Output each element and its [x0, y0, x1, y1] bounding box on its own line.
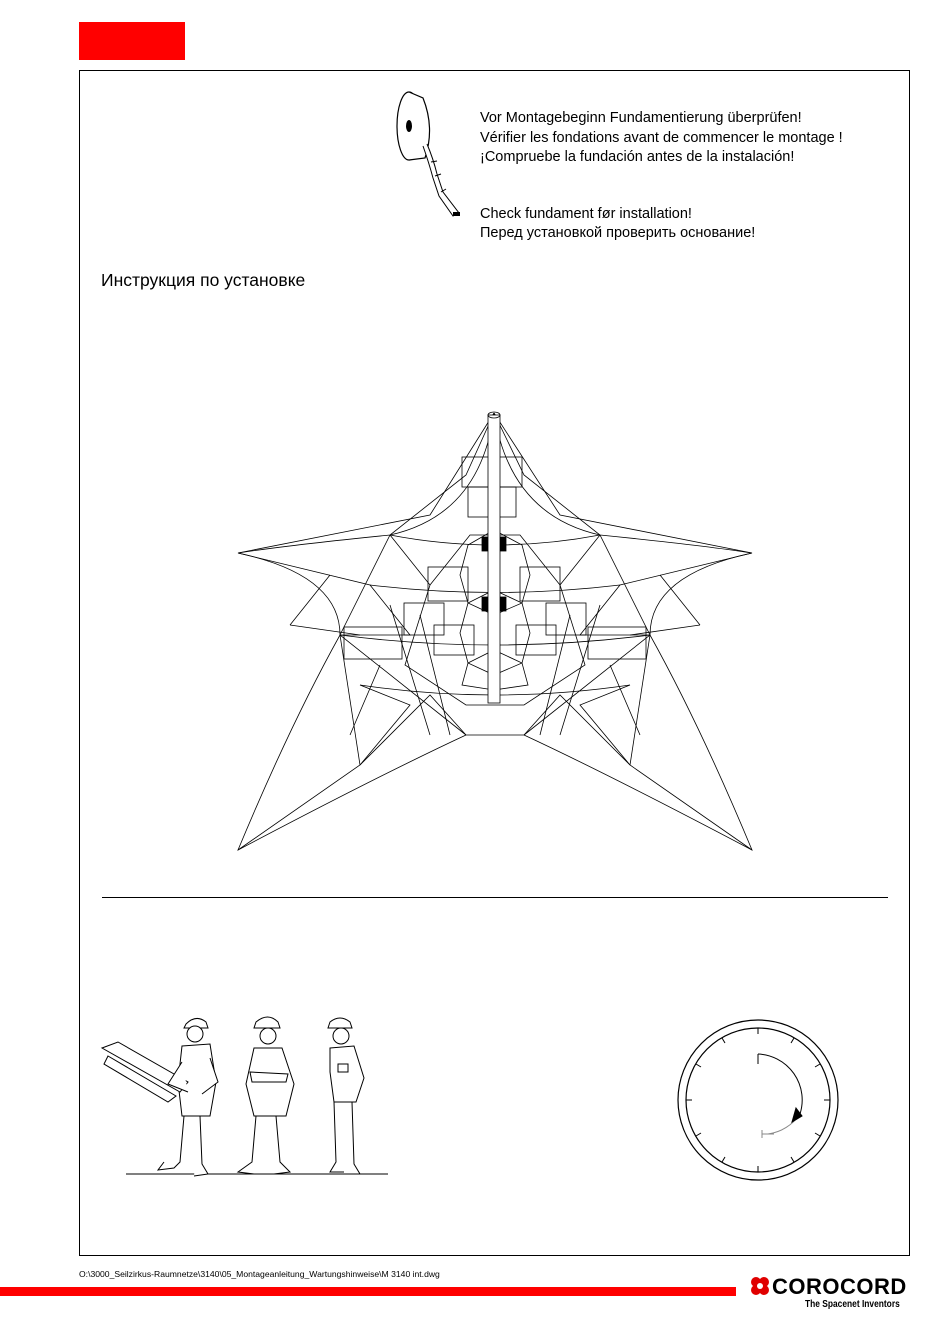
foundation-check-notes — [480, 109, 843, 244]
clock-icon — [676, 1018, 840, 1182]
note-line-da: Check fundament før installation! — [480, 205, 692, 222]
construction-workers-illustration — [98, 1012, 390, 1182]
worker-with-plans — [102, 1018, 218, 1176]
corocord-logo-icon — [750, 1276, 772, 1296]
net-center-frame — [344, 412, 646, 703]
brand-tagline: The Spacenet Inventors — [805, 1298, 900, 1310]
note-line-es: ¡Compruebe la fundación antes de la instalación! — [480, 149, 795, 165]
brand-name: COROCORD — [772, 1274, 907, 1299]
rope-net-star-drawing — [230, 405, 760, 855]
worker-arms-crossed — [238, 1017, 294, 1174]
section-divider — [102, 897, 888, 898]
worker-standing — [328, 1018, 364, 1174]
note-line-ru: Перед установкой проверить основание! — [480, 225, 756, 241]
file-path: O:\3000_Seilzirkus-Raumnetze\3140\05_Montageanleitung_Wartungshinweise\M 3140 int.dwg — [79, 1269, 440, 1279]
header-red-tab — [79, 22, 185, 60]
corocord-logo — [750, 1274, 915, 1314]
note-line-de: Vor Montagebeginn Fundamentierung überprüfen! — [480, 110, 802, 126]
footer-red-bar — [0, 1287, 736, 1296]
section-title: Инструкция по установке — [101, 270, 306, 290]
tape-measure-icon — [393, 88, 473, 223]
note-line-fr: Vérifier les fondations avant de commencer le montage ! — [480, 129, 843, 146]
